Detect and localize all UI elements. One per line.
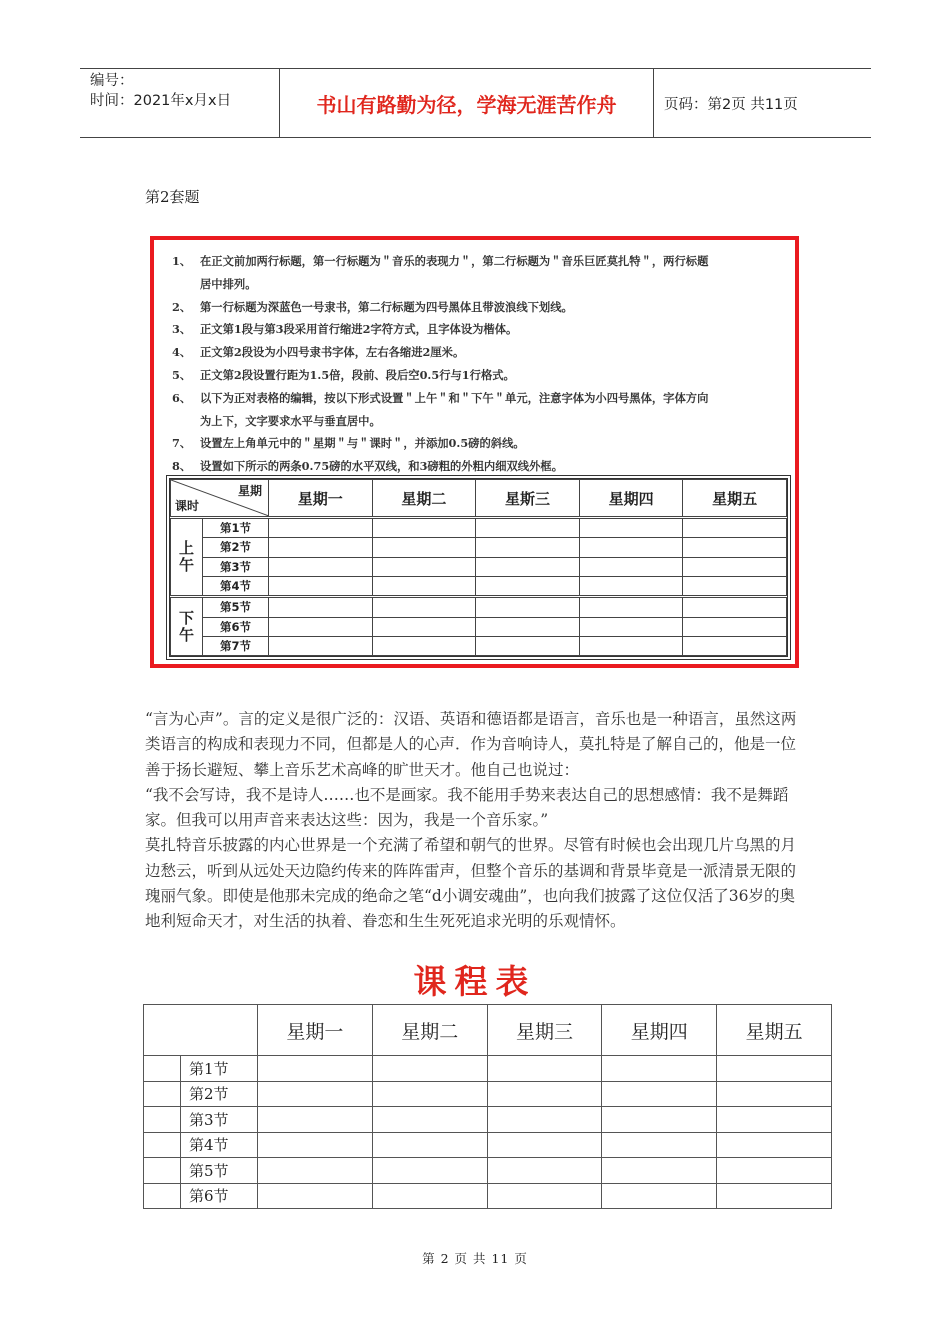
requirement-number: 7、	[172, 436, 192, 451]
requirement-item	[172, 432, 792, 455]
corner-weekday-label: 星期	[237, 484, 262, 498]
table-row	[144, 1183, 832, 1209]
requirement-list	[172, 250, 792, 478]
requirement-item	[172, 250, 792, 273]
period-label: 第5节	[203, 597, 269, 617]
period-label: 第5节	[181, 1158, 258, 1184]
diagonal-header-cell	[171, 480, 269, 518]
afternoon-label: 下 午	[178, 608, 194, 644]
requirement-item	[172, 296, 792, 319]
header-page-info: 页码：第2页 共11页	[664, 96, 798, 113]
requirement-number: 1、	[172, 254, 192, 268]
requirement-number: 3、	[172, 322, 192, 337]
day-header: 星期四	[579, 480, 683, 518]
requirement-item	[172, 318, 792, 341]
period-label: 第6节	[203, 617, 269, 636]
blank-corner-cell	[144, 1005, 258, 1056]
day-header: 星期二	[372, 480, 476, 518]
period-label: 第1节	[181, 1056, 258, 1082]
requirement-number: 4、	[172, 345, 192, 360]
day-header: 星期四	[602, 1005, 717, 1056]
sample-timetable	[166, 475, 791, 660]
day-header: 星期五	[717, 1005, 832, 1056]
afternoon-cell	[171, 597, 203, 656]
period-label: 第6节	[181, 1183, 258, 1209]
day-header: 星期一	[258, 1005, 373, 1056]
period-label: 第3节	[181, 1107, 258, 1133]
requirement-continuation: 居中排列。	[200, 276, 257, 291]
requirement-number: 5、	[172, 367, 192, 382]
set-title: 第2套题	[145, 188, 200, 206]
day-header: 星期二	[372, 1005, 487, 1056]
requirement-item	[172, 341, 792, 364]
day-header: 星斯三	[476, 480, 580, 518]
paragraph: “我不会写诗，我不是诗人……也不是画家。我不能用手势来表达自己的思想感情：我不是舞蹈家。但我可以用声音来表达这些：因为，我是一个音乐家。”	[145, 785, 789, 830]
period-label: 第3节	[203, 557, 269, 576]
period-label: 第1节	[203, 518, 269, 538]
requirement-text: 正文第2段设置行距为1.5倍，段前、段后空0.5行与1行格式。	[200, 367, 515, 382]
page-footer: 第 2 页 共 11 页	[422, 1251, 528, 1266]
requirement-item	[172, 364, 792, 387]
requirement-number: 2、	[172, 299, 192, 314]
period-label: 第4节	[203, 576, 269, 596]
day-header: 星期三	[487, 1005, 602, 1056]
morning-label: 上 午	[178, 539, 194, 575]
schedule-title: 课程表	[413, 962, 537, 1001]
requirement-text: 设置左上角单元中的＂星期＂与＂课时＂，并添加0.5磅的斜线。	[200, 436, 525, 451]
table-row	[144, 1081, 832, 1107]
morning-cell	[171, 518, 203, 597]
requirement-number: 6、	[172, 390, 192, 405]
article-body	[145, 707, 810, 935]
period-label: 第2节	[181, 1081, 258, 1107]
requirement-text: 正文第2段设为小四号隶书字体，左右各缩进2厘米。	[200, 345, 465, 360]
paragraph: 莫扎特音乐披露的内心世界是一个充满了希望和朝气的世界。尽管有时候也会出现几片乌黑的月边愁云，听到从远处天边隐约传来的阵阵雷声，但整个音乐的基调和背景毕竟是一派清景无限的瑰丽气象。即使是他那未完成的绝命之笔“d小调安魂曲”，也向我们披露了这位仅活了36岁的奥地利短命天才，对生活的执着、眷恋和生生死死追求光明的乐观情怀。	[145, 836, 797, 931]
requirement-text: 在正文前加两行标题，第一行标题为＂音乐的表现力＂，第二行标题为＂音乐巨匠莫扎特＂，两行标题	[200, 254, 709, 268]
table-row	[144, 1158, 832, 1184]
requirement-text: 设置如下所示的两条0.75磅的水平双线，和3磅粗的外粗内细双线外框。	[200, 459, 563, 474]
requirement-text: 第一行标题为深蓝色一号隶书，第二行标题为四号黑体且带波浪线下划线。	[200, 299, 573, 314]
header-motto: 书山有路勤为径，学海无涯苦作舟	[280, 69, 654, 137]
requirement-number: 8、	[172, 459, 192, 474]
day-header: 星期五	[683, 480, 787, 518]
requirement-item	[172, 387, 792, 410]
day-header: 星期一	[269, 480, 373, 518]
period-label: 第4节	[181, 1132, 258, 1158]
requirement-continuation: 为上下，文字要求水平与垂直居中。	[200, 413, 381, 428]
requirement-text: 以下为正对表格的编辑，按以下形式设置＂上午＂和＂下午＂单元，注意字体为小四号黑体，字体方向	[200, 390, 709, 405]
requirement-text: 正文第1段与第3段采用首行缩进2字符方式，且字体设为楷体。	[200, 322, 518, 337]
period-label: 第2节	[203, 538, 269, 557]
table-row	[144, 1132, 832, 1158]
corner-period-label: 课时	[175, 499, 200, 513]
paragraph: “言为心声”。言的定义是很广泛的：汉语、英语和德语都是语言，音乐也是一种语言，虽然这两类语言的构成和表现力不同，但都是人的心声．作为音响诗人，莫扎特是了解自己的，他是一位善于扬长避短、攀上音乐艺术高峰的旷世天才。他自己也说过：	[145, 710, 797, 779]
number-label: 编号：	[90, 73, 134, 89]
header-meta	[80, 69, 280, 137]
page-header	[80, 68, 871, 138]
time-label: 时间：2021年x月x日	[90, 93, 232, 109]
schedule-table	[143, 1004, 832, 1209]
table-row	[144, 1107, 832, 1133]
table-row	[144, 1056, 832, 1082]
period-label: 第7节	[203, 636, 269, 655]
exercise-screenshot	[150, 236, 799, 668]
